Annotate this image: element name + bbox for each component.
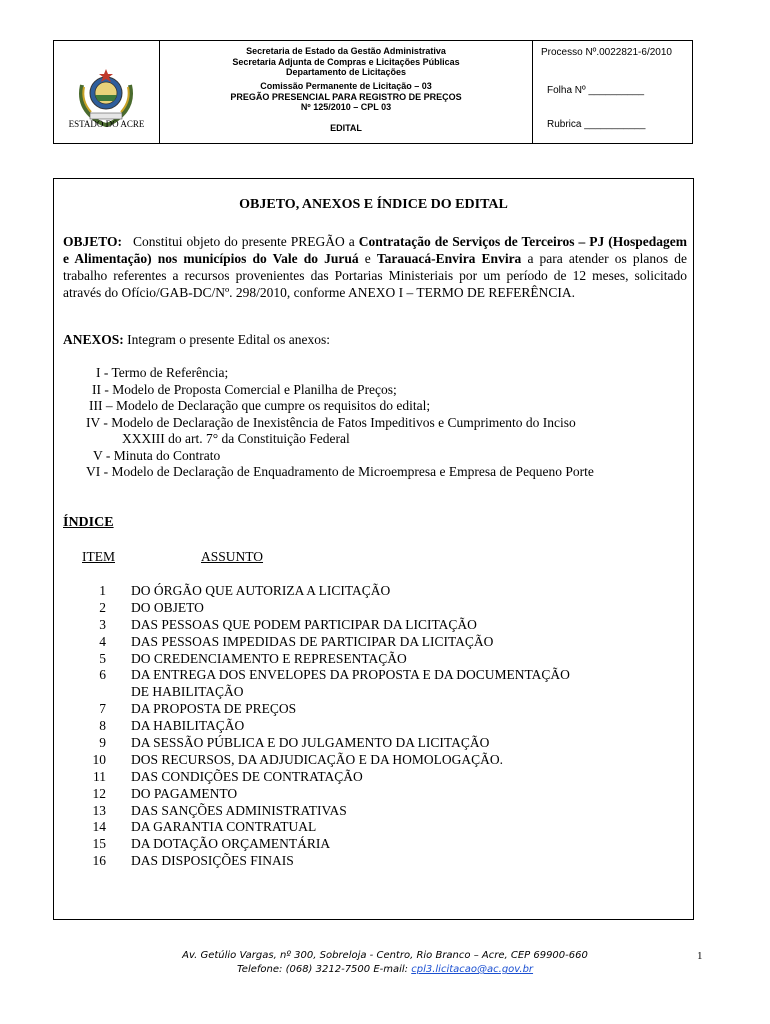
index-item-number: 10: [92, 751, 106, 767]
header-org-line-4: Comissão Permanente de Licitação – 03: [260, 81, 432, 91]
index-row: [80, 769, 680, 786]
index-item-number: 5: [99, 650, 106, 666]
header-box: [53, 40, 693, 144]
index-item-subject: DA PROPOSTA DE PREÇOS: [131, 701, 297, 717]
index-row: [80, 651, 680, 668]
objeto-paragraph: Constitui objeto do presente PREGÃO a Contratação de Serviços de Terceiros – PJ (Hospedagem e Alimentação) nos municípios do Vale do Juruá e Tarauacá-Envira Envira a para atender os planos de trabalho referentes a recursos provenientes das Portarias Ministeriais por um período de 12 meses, solicitado através do Ofício/GAB-DC/Nº. 298/2010, conforme ANEXO I – TERMO DE REFERÊNCIA.: [63, 234, 688, 300]
index-item-subject: DAS CONDIÇÕES DE CONTRATAÇÃO: [131, 768, 363, 784]
index-item-subject: DA ENTREGA DOS ENVELOPES DA PROPOSTA E DA DOCUMENTAÇÃO: [131, 667, 570, 683]
annex-item: I - Termo de Referência;: [96, 365, 229, 380]
annex-item: V - Minuta do Contrato: [93, 447, 221, 463]
index-row: [80, 786, 680, 803]
index-item-subject: DO PAGAMENTO: [131, 785, 238, 801]
annex-item: II - Modelo de Proposta Comercial e Planilha de Preços;: [92, 381, 397, 397]
item-column-header: ITEM: [82, 549, 115, 564]
header-org-line-6: Nº 125/2010 – CPL 03: [300, 102, 392, 112]
index-row: [80, 819, 680, 836]
header-org-line-1: Secretaria de Estado da Gestão Administrativa: [246, 46, 446, 56]
annex-item: VI - Modelo de Declaração de Enquadramento de Microempresa e Empresa de Pequeno Porte: [86, 464, 594, 479]
index-item-subject: DO OBJETO: [131, 599, 204, 615]
index-item-subject: DOS RECURSOS, DA ADJUDICAÇÃO E DA HOMOLOGAÇÃO.: [131, 751, 504, 767]
index-row: [80, 600, 680, 617]
index-item-subject: DAS PESSOAS IMPEDIDAS DE PARTICIPAR DA LICITAÇÃO: [131, 633, 494, 649]
index-row: [80, 667, 680, 684]
objeto-label: OBJETO:: [63, 234, 123, 249]
index-item-subject: DO CREDENCIAMENTO E REPRESENTAÇÃO: [131, 650, 407, 666]
rubrica-field: Rubrica ___________: [547, 119, 646, 130]
index-list: [80, 583, 680, 870]
index-item-number: 14: [92, 819, 106, 835]
index-item-number: 15: [92, 836, 106, 852]
index-item-subject: DO ÓRGÃO QUE AUTORIZA A LICITAÇÃO: [131, 583, 391, 598]
header-org-line-5: PREGÃO PRESENCIAL PARA REGISTRO DE PREÇOS: [230, 91, 462, 102]
email-link[interactable]: cpl3.licitacao@ac.gov.br: [411, 964, 534, 975]
anexos-intro: ANEXOS: Integram o presente Edital os anexos:: [63, 332, 330, 347]
index-row: [80, 853, 680, 870]
index-item-number: 13: [92, 802, 106, 818]
index-item-subject: DAS DISPOSIÇÕES FINAIS: [131, 853, 294, 869]
page-title: OBJETO, ANEXOS E ÍNDICE DO EDITAL: [239, 197, 508, 212]
state-label: ESTADO DO ACRE: [68, 119, 145, 129]
index-item-subject: DAS PESSOAS QUE PODEM PARTICIPAR DA LICITAÇÃO: [131, 616, 477, 632]
indice-heading: ÍNDICE: [63, 515, 114, 530]
index-item-number: 12: [92, 785, 106, 801]
annex-item: IV - Modelo de Declaração de Inexistência de Fatos Impeditivos e Cumprimento do Inciso: [86, 414, 576, 430]
footer-contact: Telefone: (068) 3212-7500 E-mail: cpl3.licitacao@ac.gov.br: [236, 964, 534, 975]
annex-item: III – Modelo de Declaração que cumpre os requisitos do edital;: [89, 398, 431, 413]
index-row: [80, 836, 680, 853]
index-row: [80, 617, 680, 634]
index-row: [80, 803, 680, 820]
index-row: [80, 684, 680, 701]
index-row: [80, 735, 680, 752]
index-item-number: 16: [92, 853, 106, 869]
index-row: [80, 701, 680, 718]
index-item-subject: DA DOTAÇÃO ORÇAMENTÁRIA: [131, 836, 331, 852]
index-item-number: 7: [99, 701, 106, 717]
processo-number: Processo Nº.0022821-6/2010: [541, 47, 672, 58]
index-item-subject: DAS SANÇÕES ADMINISTRATIVAS: [131, 802, 347, 818]
index-row: [80, 718, 680, 735]
index-item-number: 8: [99, 718, 106, 734]
index-item-subject: DA HABILITAÇÃO: [131, 718, 245, 734]
index-item-subject: DA GARANTIA CONTRATUAL: [131, 819, 317, 835]
index-item-number: 4: [99, 633, 106, 649]
index-row: [80, 634, 680, 651]
annex-item: XXXIII do art. 7° da Constituição Federal: [122, 431, 350, 446]
footer-address: Av. Getúlio Vargas, nº 300, Sobreloja - Centro, Rio Branco – Acre, CEP 69900-660: [182, 950, 588, 961]
index-row: [80, 752, 680, 769]
index-row: [80, 583, 680, 600]
index-item-subject: DA SESSÃO PÚBLICA E DO JULGAMENTO DA LICITAÇÃO: [131, 735, 490, 751]
page-number: 1: [697, 950, 703, 962]
header-edital-label: EDITAL: [330, 123, 362, 133]
index-item-number: 2: [99, 599, 106, 615]
header-org-line-3: Departamento de Licitações: [285, 67, 407, 77]
index-item-number: 1: [99, 583, 106, 598]
index-item-number: 3: [99, 616, 106, 632]
index-item-number: 9: [99, 735, 106, 751]
folha-field: Folha Nº __________: [547, 85, 645, 96]
index-item-number: 6: [99, 667, 106, 683]
assunto-column-header: ASSUNTO: [201, 549, 264, 564]
index-item-subject: DE HABILITAÇÃO: [131, 684, 244, 700]
header-org-line-2: Secretaria Adjunta de Compras e Licitações Públicas: [232, 56, 460, 67]
index-item-number: 11: [93, 768, 106, 784]
